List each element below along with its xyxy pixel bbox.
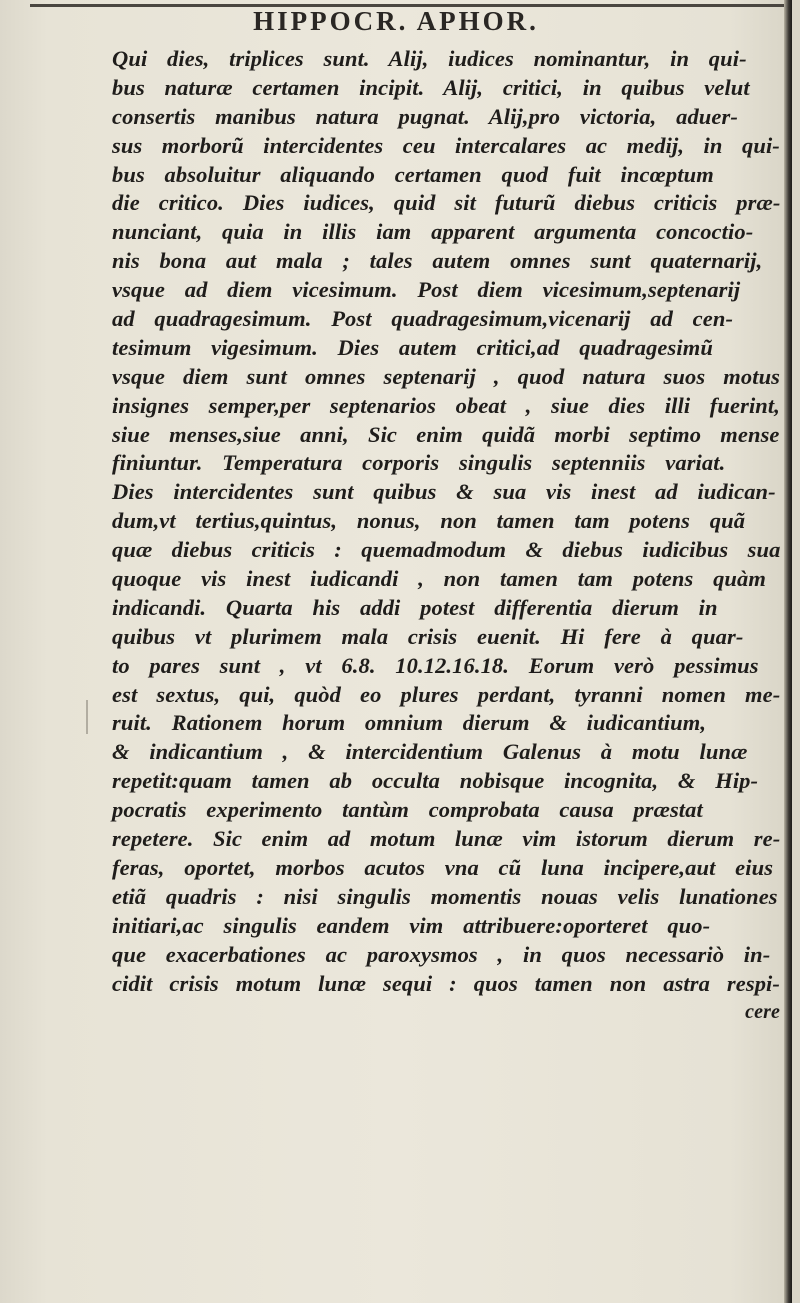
text-line: repetit:quam tamen ab occulta nobisque incognita, & Hip- (112, 768, 759, 794)
text-line: vsque diem sunt omnes septenarij , quod natura suos motus (112, 363, 781, 389)
text-line: tesimum vigesimum. Dies autem critici,ad quadragesimũ (112, 334, 713, 360)
text-line: bus naturæ certamen incipit. Alij, critici, in quibus velut (112, 74, 750, 100)
text-line: pocratis experimento tantùm comprobata causa præstat (112, 797, 703, 823)
text-line: to pares sunt , vt 6.8. 10.12.16.18. Eorum verò pessimus (112, 652, 759, 678)
text-line: dum,vt tertius,quintus, nonus, non tamen tam potens quã (112, 508, 746, 534)
text-line: bus absoluitur aliquando certamen quod fuit incœptum (112, 161, 714, 187)
text-line: & indicantium , & intercidentium Galenus à motu lunæ (112, 739, 748, 765)
text-line: Dies intercidentes sunt quibus & sua vis inest ad iudican- (112, 479, 776, 505)
text-line: que exacerbationes ac paroxysmos , in quos necessariò in- (112, 941, 771, 967)
text-line: est sextus, qui, quòd eo plures perdant, tyranni nomen me- (112, 681, 781, 707)
text-line: siue menses,siue anni, Sic enim quidã morbi septimo mense (112, 421, 780, 447)
text-line: ruit. Rationem horum omnium dierum & iudicantium, (112, 710, 707, 736)
text-line: indicandi. Quarta his addi potest differentia dierum in (112, 594, 718, 620)
text-line: repetere. Sic enim ad motum lunæ vim istorum dierum re- (112, 826, 781, 852)
text-line: Qui dies, triplices sunt. Alij, iudices nominantur, in qui- (112, 46, 747, 71)
text-line: etiã quadris : nisi singulis momentis nouas velis lunationes (112, 883, 778, 909)
text-line: finiuntur. Temperatura corporis singulis septenniis variat. (112, 450, 726, 476)
text-line: quæ diebus criticis : quemadmodum & diebus iudicibus sua (112, 537, 781, 563)
margin-mark (86, 700, 88, 734)
text-line: quoque vis inest iudicandi , non tamen tam potens quàm (112, 566, 766, 592)
text-line: sus morborũ intercidentes ceu intercalares ac medij, in qui- (112, 132, 780, 158)
running-head: HIPPOCR. APHOR. (253, 6, 539, 36)
text-line: insignes semper,per septenarios obeat , siue dies illi fuerint, (112, 392, 780, 418)
text-line: cere (745, 1001, 780, 1024)
page-edge (784, 0, 792, 1303)
body-text (112, 45, 792, 1027)
text-line: nunciant, quia in illis iam apparent argumenta concoctio- (112, 219, 754, 245)
text-line: consertis manibus natura pugnat. Alij,pro victoria, aduer- (112, 103, 738, 129)
text-line: quibus vt plurimem mala crisis euenit. Hi fere à quar- (112, 623, 744, 649)
text-line: initiari,ac singulis eandem vim attribuere:oporteret quo- (112, 912, 711, 938)
text-line: nis bona aut mala ; tales autem omnes sunt quaternarij, (112, 248, 763, 274)
text-line: die critico. Dies iudices, quid sit futurũ diebus criticis præ- (112, 190, 781, 216)
text-line: ad quadragesimum. Post quadragesimum,vicenarij ad cen- (112, 306, 734, 332)
text-line: cidit crisis motum lunæ sequi : quos tamen non astra respi- (112, 970, 780, 996)
text-line: feras, oportet, morbos acutos vna cũ luna incipere,aut eius (112, 854, 774, 880)
text-line: vsque ad diem vicesimum. Post diem vicesimum,septenarij (112, 277, 741, 303)
